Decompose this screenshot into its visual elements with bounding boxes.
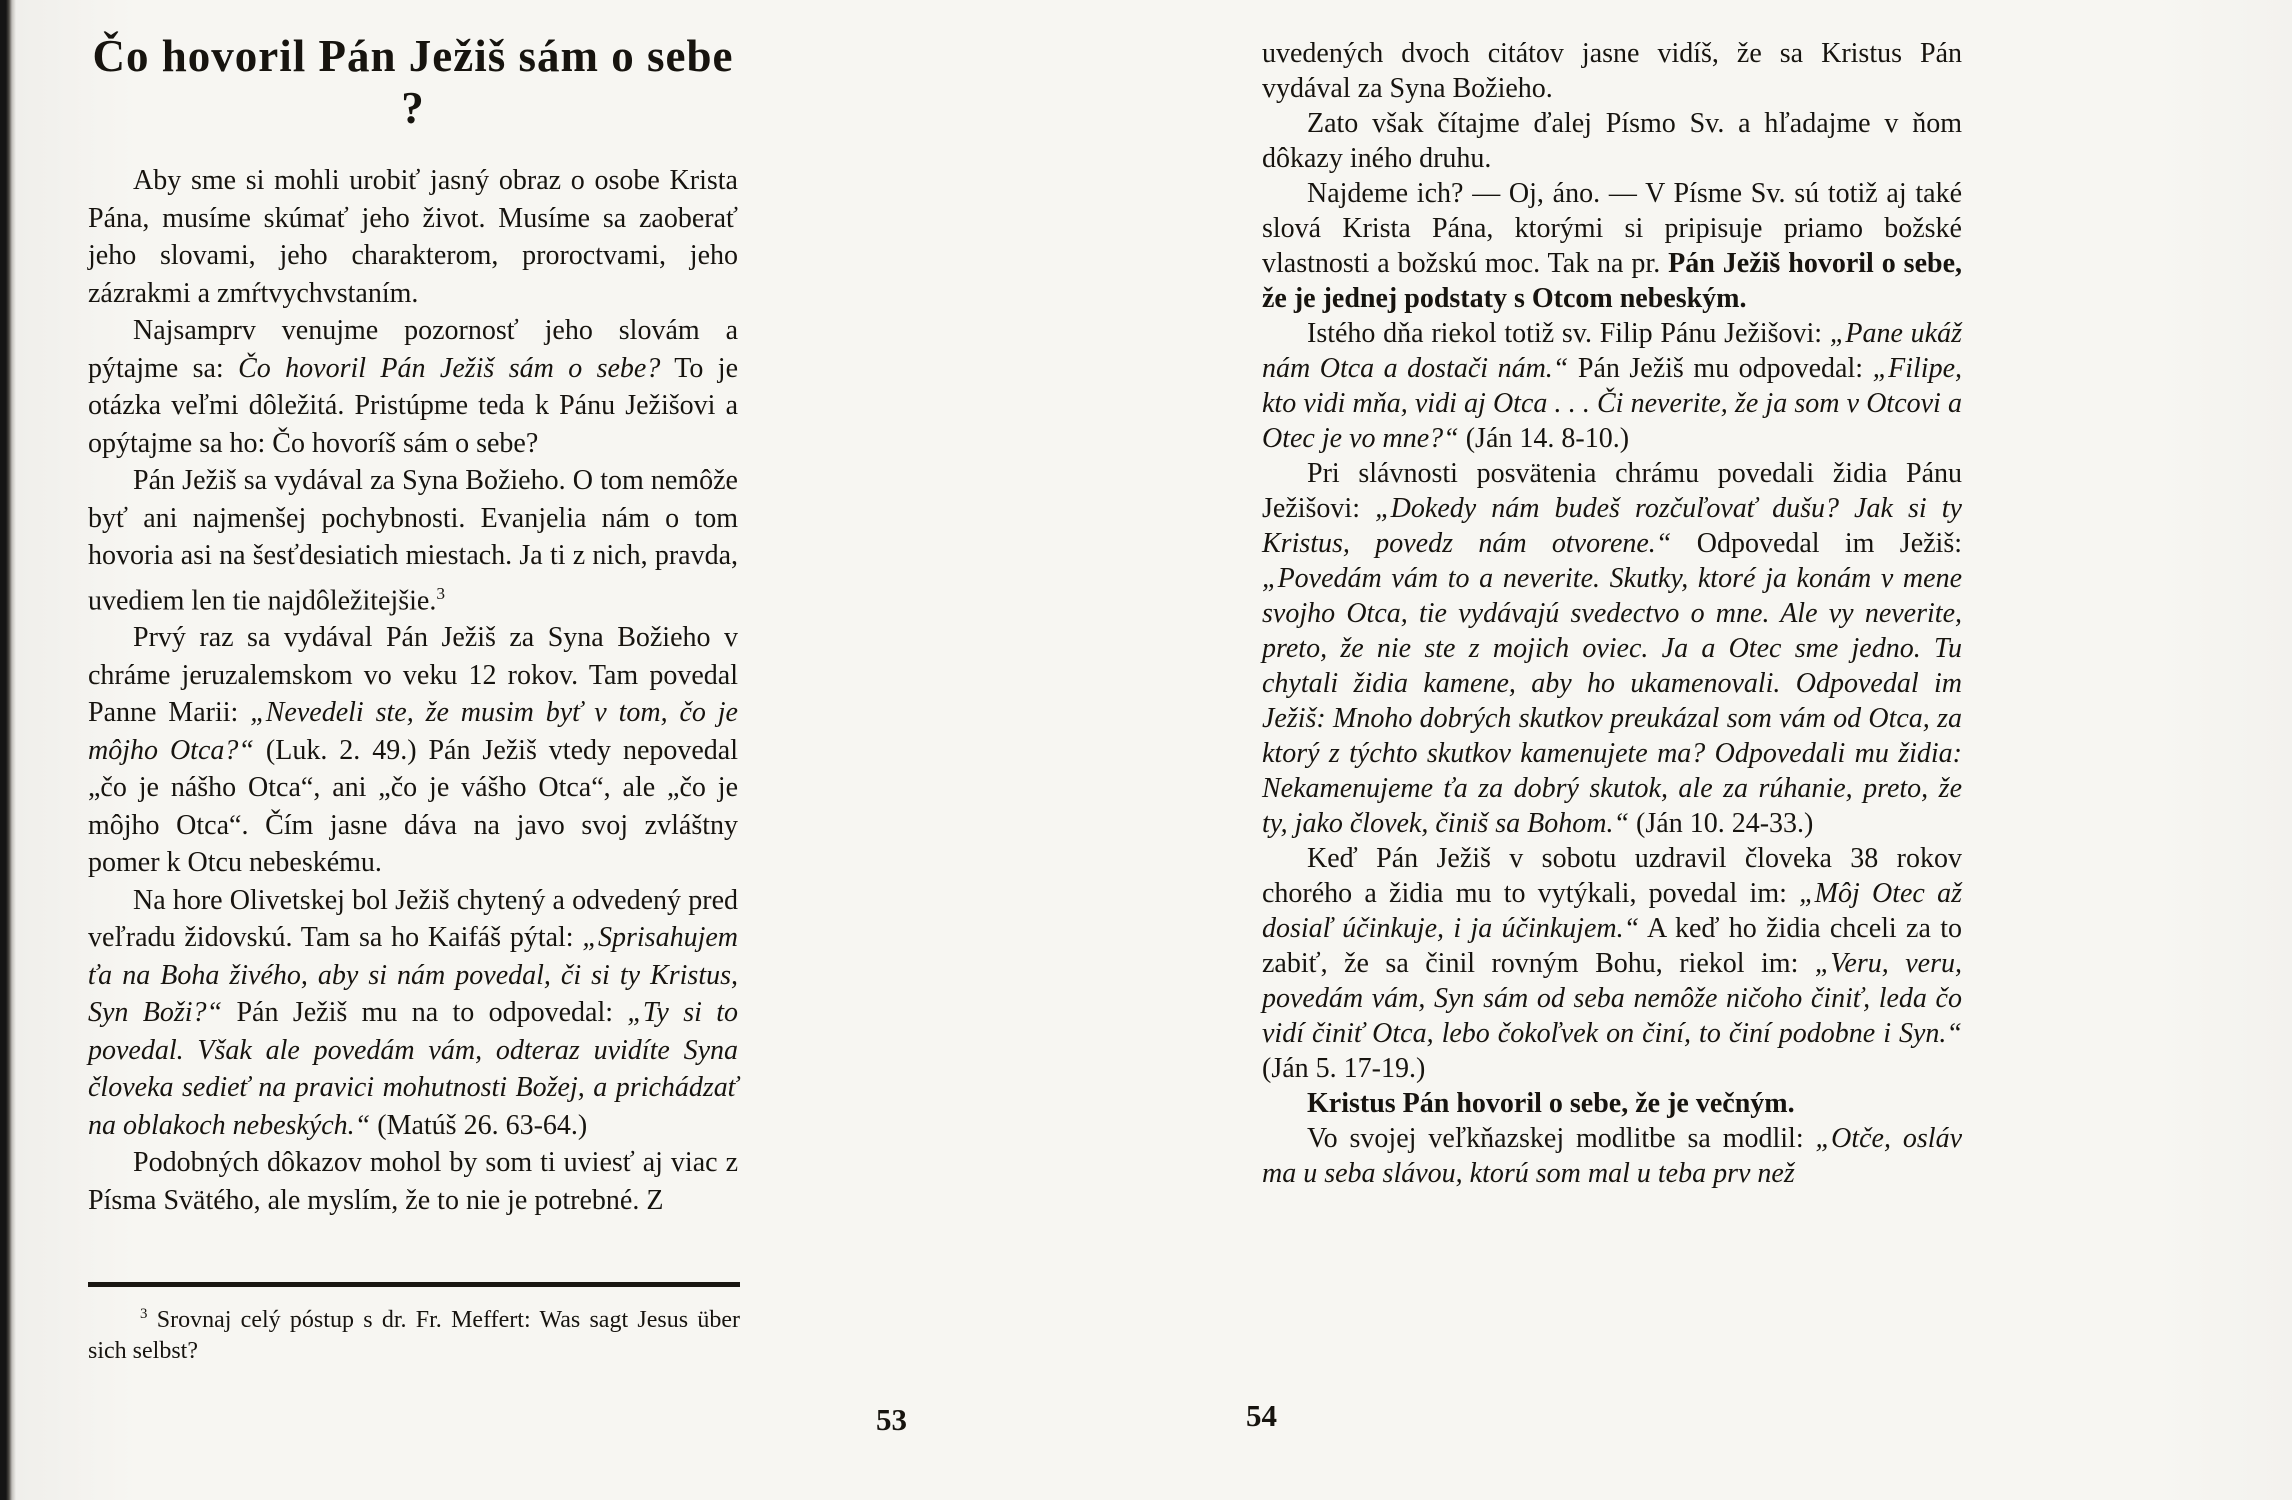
text-run: „Veru, veru, povedám vám, Syn sám od seba nemôže ničoho činiť, leda čo vidí činiť Otca, lebo čokoľvek on činí, to činí podobne i Syn.“ <box>1262 948 1962 1049</box>
text-run: Najdeme ich? — Oj, áno. — V Písme Sv. sú totiž aj také slová Krista Pána, ktorými si pripisuje priamo božské vlastnosti a božskú moc. Tak na pr. <box>1262 178 1962 279</box>
text-run: „Nevedeli ste, že musim byť v tom, čo je môjho Otca?“ <box>88 697 738 766</box>
text-run: To je otázka veľmi dôležitá. Pristúpme teda k Pánu Ježišovi a opýtajme sa ho: Čo hovoríš sám o sebe? <box>88 352 738 459</box>
paragraph <box>1262 316 1962 456</box>
page-53 <box>88 30 741 1470</box>
paragraph <box>1262 176 1962 316</box>
footnote-divider <box>88 1282 740 1287</box>
text-run: „Ty si to povedal. Však ale povedám vám, odteraz uvidíte Syna človeka sedieť na pravici mohutnosti Božej, a prichádzať na oblakoch nebeských.“ <box>88 997 738 1141</box>
text-run: Na hore Olivetskej bol Ježiš chytený a odvedený pred veľradu židovskú. Tam sa ho Kaifáš pýtal: <box>88 884 738 954</box>
scan-edge <box>0 0 16 1500</box>
paragraph <box>1262 106 1962 176</box>
text-run: „Filipe, kto vidi mňa, vidi aj Otca . . . Či neverite, že ja som v Otcovi a Otec je vo mne?“ <box>1262 353 1963 454</box>
text-run: Pán Ježiš mu odpovedal: <box>1568 353 1873 384</box>
text-run: Pán Ježiš mu na to odpovedal: <box>222 997 628 1029</box>
text-run: Podobných dôkazov mohol by som ti uviesť aj viac z Písma Svätého, ale myslím, že to nie je potrebné. Z <box>88 1147 738 1216</box>
chapter-title: Čo hovoril Pán Ježiš sám o sebe ? <box>92 31 734 133</box>
text-run: Zato však čítajme ďalej Písmo Sv. a hľadajme v ňom dôkazy iného druhu. <box>1262 108 1962 174</box>
text-run: Najsamprv venujme pozornosť jeho slovám a pýtajme sa: <box>88 315 738 384</box>
text-run: „Otče, osláv ma u seba slávou, ktorú som mal u teba prv než <box>1262 1123 1962 1189</box>
footnote-body: Srovnaj celý póstup s dr. Fr. Meffert: Was sagt Jesus über sich selbst? <box>88 1307 741 1364</box>
text-run: A keď ho židia chceli za to zabiť, že sa činil rovným Bohu, riekol im: <box>1262 913 1962 979</box>
text-run: 3 <box>436 583 446 603</box>
text-run: „Povedám vám to a neverite. Skutky, ktoré ja konám v mene svojho Otca, tie vydávajú svedectvo o mne. Ale vy neverite, preto, že nie ste z mojich oviec. Ja a Otec sme jedno. Tu chytali židia kamene, aby ho ukamenovali. Odpovedal im Ježiš: Mnoho dobrých skutkov preukázal som vám od Otca, za ktorý z týchto skutkov kamenujete ma? Odpovedali mu židia: Nekamenujeme ťa za dobrý skutok, ale za rúhanie, preto, že ty, jako človek, činiš sa Bohom.“ <box>1262 563 1962 839</box>
text-run: „Sprisahujem ťa na Boha živého, aby si nám povedal, či si ty Kristus, Syn Boži?“ <box>88 922 738 1029</box>
text-run: „Dokedy nám budeš rozčuľovať dušu? Jak si ty Kristus, povedz nám otvorene.“ <box>1262 493 1962 559</box>
paragraph <box>88 1144 738 1219</box>
text-run: Keď Pán Ježiš v sobotu uzdravil človeka 38 rokov chorého a židia mu to vytýkali, povedal im: <box>1262 843 1962 909</box>
text-run: Istého dňa riekol totiž sv. Filip Pánu Ježišovi: <box>1307 318 1830 349</box>
text-run: Pri slávnosti posvätenia chrámu povedali židia Pánu Ježišovi: <box>1262 458 1962 524</box>
text-run: Odpovedal im Ježiš: <box>1671 528 1963 559</box>
text-run: „Môj Otec až dosiaľ účinkuje, i ja účinkujem.“ <box>1262 878 1962 944</box>
text-run: (Ján 10. 24-33.) <box>1629 808 1814 839</box>
paragraph <box>1262 1086 1962 1121</box>
text-run: (Luk. 2. 49.) Pán Ježiš vtedy nepovedal „čo je nášho Otca“, ani „čo je vášho Otca“, ale „čo je môjho Otca“. Čím jasne dáva na javo svoj zvláštny pomer k Otcu nebeskému. <box>88 734 739 879</box>
text-run: Pán Ježiš sa vydával za Syna Božieho. O tom nemôže byť ani najmenšej pochybnosti. Evanjelia nám o tom hovoria asi na šesťdesiatich miestach. Ja ti z nich, pravda, uvediem len tie najdôležitejšie. <box>88 465 738 616</box>
paragraph <box>88 312 738 462</box>
text-run: Prvý raz sa vydával Pán Ježiš za Syna Božieho v chráme jeruzalemskom vo veku 12 rokov. Tam povedal Panne Marii: <box>88 622 738 729</box>
text-run: Aby sme si mohli urobiť jasný obraz o osobe Krista Pána, musíme skúmať jeho život. Musíme sa zaoberať jeho slovami, jeho charakterom, proroctvami, jeho zázrakmi a zmŕtvychvstaním. <box>88 165 738 309</box>
page-number-53: 53 <box>876 1402 907 1437</box>
page-number-54: 54 <box>1246 1398 1277 1433</box>
footnote-marker: 3 <box>140 1306 148 1322</box>
page-54-text <box>1262 36 1962 1191</box>
paragraph <box>88 882 738 1145</box>
text-run: uvedených dvoch citátov jasne vidíš, že sa Kristus Pán vydával za Syna Božieho. <box>1262 38 1962 104</box>
text-run: (Ján 14. 8-10.) <box>1458 423 1630 454</box>
paragraph <box>1262 456 1962 841</box>
text-run: Pán Ježiš hovoril o sebe, že je jednej podstaty s Otcom nebeským. <box>1262 248 1963 314</box>
text-run: Kristus Pán hovoril o sebe, že je večným. <box>1307 1088 1795 1119</box>
paragraph <box>1262 36 1962 106</box>
paragraph <box>88 162 738 312</box>
footnote <box>88 1282 740 1367</box>
text-run: (Matúš 26. 63-64.) <box>370 1109 588 1141</box>
text-run: Vo svojej veľkňazskej modlitbe sa modlil: <box>1307 1123 1816 1154</box>
footnote-text <box>88 1299 740 1367</box>
page-53-text <box>88 162 738 1219</box>
page-54 <box>1262 36 1962 1476</box>
paragraph <box>1262 841 1962 1086</box>
text-run: (Ján 5. 17-19.) <box>1262 1053 1426 1084</box>
text-run: „Pane ukáž nám Otca a dostači nám.“ <box>1262 318 1962 384</box>
paragraph <box>88 619 738 882</box>
paragraph <box>1262 1121 1962 1191</box>
text-run: Čo hovoril Pán Ježiš sám o sebe? <box>238 352 661 384</box>
paragraph <box>88 462 738 619</box>
